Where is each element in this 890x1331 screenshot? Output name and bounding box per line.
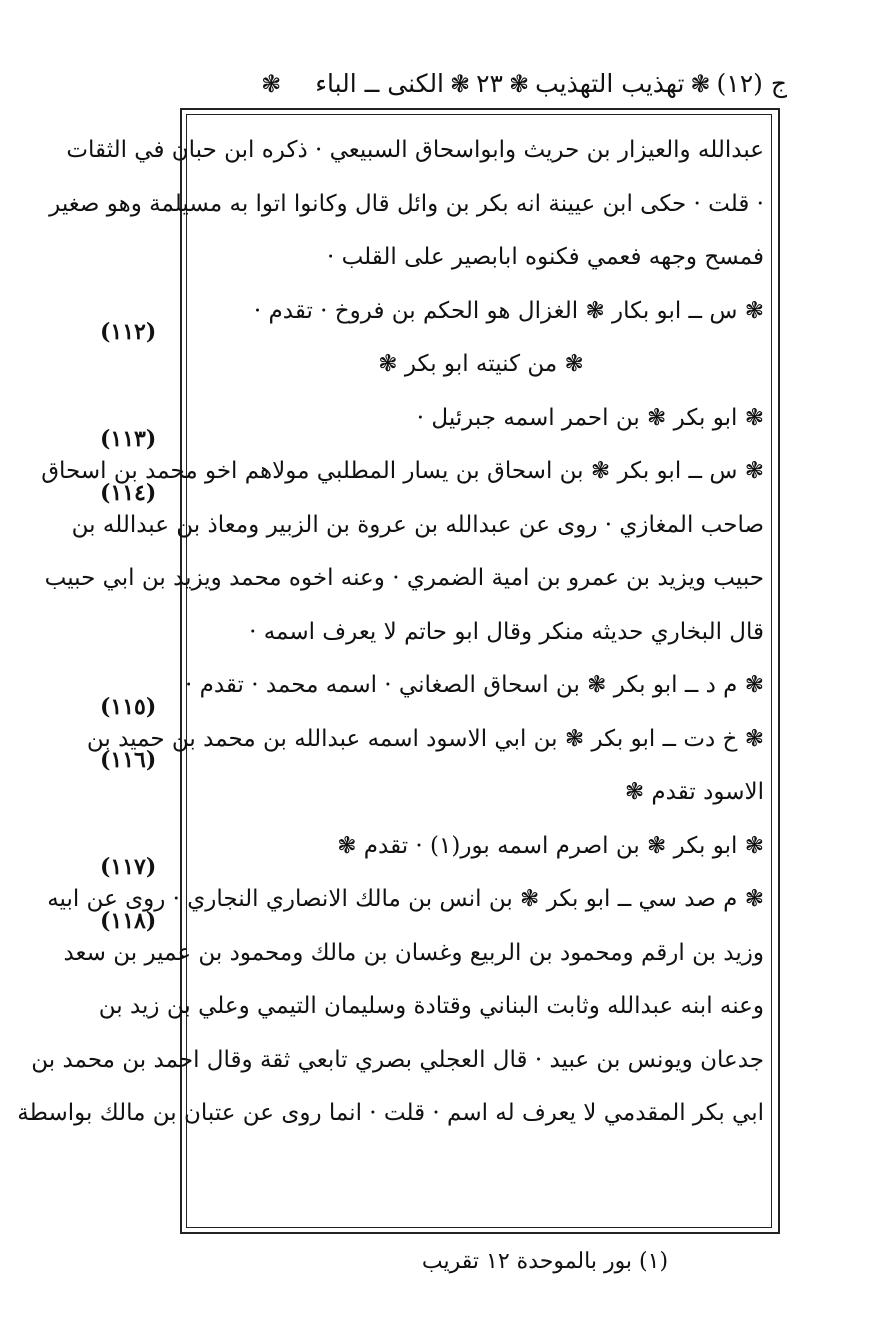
header-section: الكنى ــ الباء bbox=[315, 69, 445, 98]
entry-heading: ❃ ابو بكر ❃ بن احمر اسمه جبرئيل · bbox=[416, 404, 764, 431]
entry-number: (١١٢) bbox=[100, 319, 157, 345]
entry-number: (١١٥) bbox=[100, 694, 157, 720]
entry-heading: ❃ خ دت ــ ابو بكر ❃ بن ابي الاسود اسمه عبدالله بن محمد بن حميد بن bbox=[86, 725, 764, 752]
text-line: جدعان ويونس بن عبيد · قال العجلي بصري تابعي ثقة وقال احمد بن محمد بن bbox=[31, 1046, 764, 1073]
ornament-icon: ❃ bbox=[508, 70, 530, 98]
text-line: حبيب ويزيد بن عمرو بن امية الضمري · وعنه اخوه محمد ويزيد بن ابي حبيب bbox=[44, 565, 764, 591]
running-header bbox=[175, 62, 787, 106]
text-line: قال البخاري حديثه منكر وقال ابو حاتم لا يعرف اسمه · bbox=[249, 618, 764, 645]
entry-heading: ❃ م صد سي ــ ابو بكر ❃ بن انس بن مالك الانصاري النجاري · روى عن ابيه bbox=[47, 886, 764, 912]
entry-heading: ❃ س ــ ابو بكر ❃ بن اسحاق بن يسار المطلبي مولاهم اخو محمد بن اسحاق bbox=[41, 458, 764, 484]
text-line: وعنه ابنه عبدالله وثابت البناني وقتادة وسليمان التيمي وعلي بن زيد بن bbox=[98, 993, 764, 1019]
header-page-number: ٢٣ bbox=[476, 69, 503, 98]
ornament-icon: ❃ bbox=[690, 70, 711, 98]
entry-heading-abu-bakkar: ❃ س ــ ابو بكار ❃ الغزال هو الحكم بن فروخ · تقدم · bbox=[253, 297, 764, 324]
entry-number: (١١٨) bbox=[100, 908, 157, 934]
entry-heading: ❃ ابو بكر ❃ بن اصرم اسمه بور(١) · تقدم ❃ bbox=[337, 832, 764, 859]
text-line: فمسح وجهه فعمي فكنوه ابابصير على القلب · bbox=[326, 244, 764, 270]
header-book-title: تهذيب التهذيب bbox=[535, 69, 685, 98]
text-line: عبدالله والعيزار بن حريث وابواسحاق السبيعي · ذكره ابن حبان في الثقات bbox=[66, 137, 764, 163]
text-line: الاسود تقدم ❃ bbox=[624, 779, 764, 805]
entry-heading: ❃ م د ــ ابو بكر ❃ بن اسحاق الصغاني · اسمه محمد · تقدم · bbox=[184, 672, 764, 698]
header-volume: ج (١٢) bbox=[716, 69, 787, 98]
entry-number: (١١٤) bbox=[100, 480, 157, 506]
text-line: صاحب المغازي · روى عن عبدالله بن عروة بن الزبير ومعاذ بن عبدالله بن bbox=[71, 511, 764, 538]
ornament-icon: ❃ bbox=[261, 70, 282, 98]
footnote: (١) بور بالموحدة ١٢ تقريب bbox=[421, 1249, 669, 1274]
section-heading: ❃ من كنيته ابو بكر ❃ bbox=[378, 351, 584, 377]
entry-number: (١١٦) bbox=[100, 747, 157, 773]
entry-number: (١١٣) bbox=[100, 426, 157, 452]
ornament-icon: ❃ bbox=[450, 70, 471, 98]
text-line: · قلت · حكى ابن عيينة انه بكر بن وائل قال وكانوا اتوا به مسيلمة وهو صغير bbox=[49, 190, 764, 217]
entry-number: (١١٧) bbox=[100, 854, 157, 880]
text-line: ابي بكر المقدمي لا يعرف له اسم · قلت · انما روى عن عتبان بن مالك بواسطة bbox=[17, 1100, 764, 1126]
text-line: وزيد بن ارقم ومحمود بن الربيع وغسان بن مالك ومحمود بن عمير بن سعد bbox=[63, 939, 764, 966]
